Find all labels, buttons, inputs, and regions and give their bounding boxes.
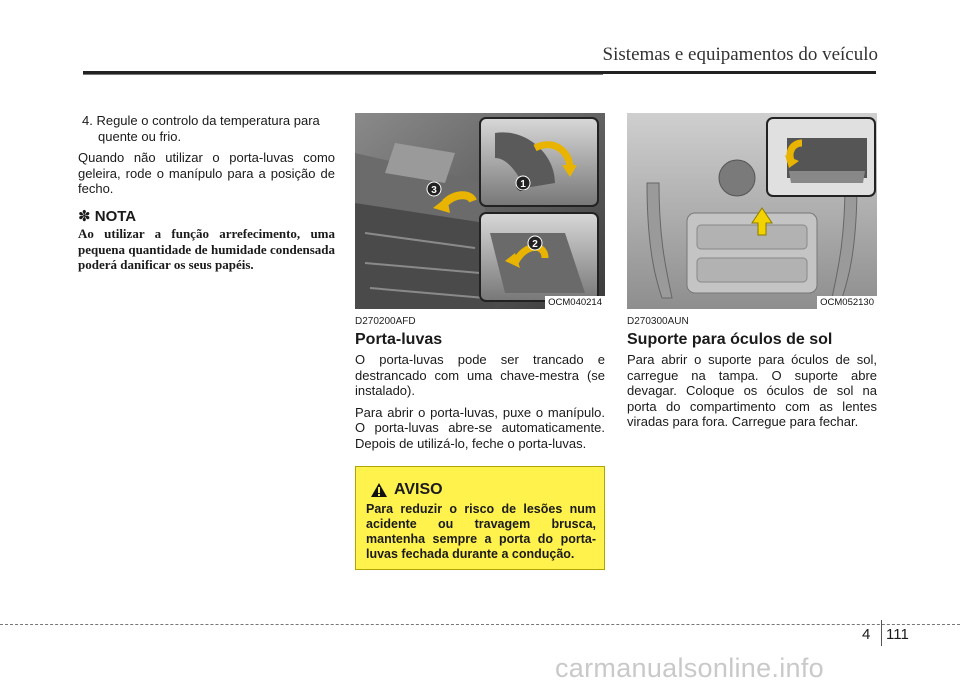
column-left	[78, 113, 335, 273]
warning-heading-label: AVISO	[394, 481, 443, 498]
nota-heading-label: NOTA	[94, 207, 137, 225]
warning-box	[355, 466, 605, 570]
sunglass-holder-figure	[627, 113, 877, 309]
chapter-number: 4	[862, 626, 871, 643]
header-rule-thin	[83, 74, 603, 75]
paragraph: Para abrir o suporte para óculos de sol, carregue na tampa. O suporte abre devagar. Coloque os óculos de sol na porta do compartimento com as lentes viradas para fora. Carregue para fechar.	[627, 352, 877, 429]
nota-heading	[78, 209, 335, 225]
callout-1: 1	[520, 179, 526, 190]
callout-2: 2	[532, 239, 538, 250]
warning-text: Para reduzir o risco de lesões num acidente ou travagem brusca, mantenha sempre a porta do porta-luvas fechada durante a condução.	[366, 502, 596, 561]
section-title-sunglass-holder: Suporte para óculos de sol	[627, 331, 833, 348]
watermark: carmanualsonline.info	[555, 653, 824, 683]
paragraph: Para abrir o porta-luvas, puxe o manípulo. O porta-luvas abre-se automaticamente. Depois de utilizá-lo, feche o porta-luvas.	[355, 404, 605, 451]
warning-heading	[370, 481, 443, 499]
asterisk-icon: ✽	[78, 207, 91, 225]
footer-divider	[881, 620, 882, 646]
figure-code: OCM040214	[545, 296, 605, 309]
section-code: D270300AUN	[627, 316, 689, 327]
nota-text: Ao utilizar a função arrefecimento, uma pequena quantidade de humidade condensada poderá danificar os seus papéis.	[78, 226, 335, 272]
figure-code: OCM052130	[817, 296, 877, 309]
section-body-glove-box	[355, 352, 605, 457]
footer-rule	[0, 624, 960, 625]
section-title-glove-box: Porta-luvas	[355, 331, 443, 348]
glove-box-illustration	[355, 113, 605, 309]
section-body-sunglass-holder	[627, 352, 877, 436]
page-header-title: Sistemas e equipamentos do veículo	[602, 44, 878, 65]
glove-box-figure	[355, 113, 605, 309]
sunglass-holder-illustration	[627, 113, 877, 309]
paragraph: Quando não utilizar o porta-luvas como geleira, rode o manípulo para a posição de fecho.	[78, 150, 335, 196]
page-number: 111	[886, 626, 909, 643]
paragraph: O porta-luvas pode ser trancado e destrancado com uma chave-mestra (se instalado).	[355, 352, 605, 398]
warning-triangle-icon	[370, 482, 388, 498]
section-code: D270200AFD	[355, 316, 416, 327]
step-4: 4. Regule o controlo da temperatura para quente ou frio.	[82, 113, 320, 144]
callout-3: 3	[431, 185, 437, 196]
